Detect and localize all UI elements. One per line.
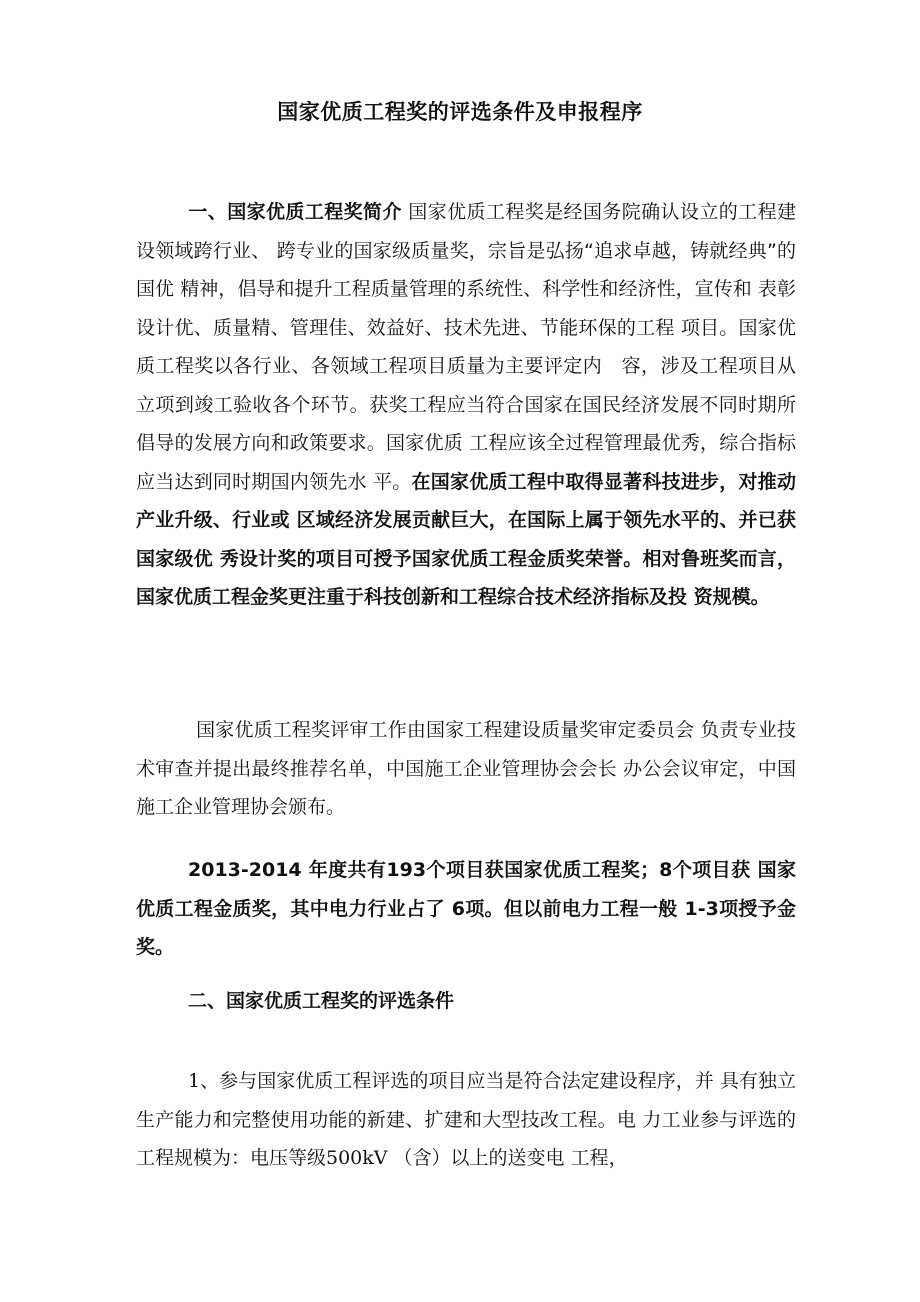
award-statistics-text: 2013-2014 年度共有193个项目获国家优质工程奖；8个项目获 国家优质工程金质奖，其中电力行业占了 6项。但以前电力工程一般 1-3项授予金奖。 bbox=[136, 859, 796, 958]
review-process-text: 国家优质工程奖评审工作由国家工程建设质量奖审定委员会 负责专业技术审查并提出最终推荐名单，中国施工企业管理协会会长 办公会议审定，中国施工企业管理协会颁布。 bbox=[136, 719, 796, 818]
section2-heading: 二、国家优质工程奖的评选条件 bbox=[188, 990, 455, 1012]
award-statistics-paragraph bbox=[136, 851, 796, 967]
section1-gold-award-text: 在国家优质工程中取得显著科技进步，对推动产业升级、行业或 区域经济发展贡献巨大，在国际上属于领先水平的、并已获国家级优 秀设计奖的项目可授予国家优质工程金质奖荣誉。相对鲁班奖而言， 国家优质工程金奖更注重于科技创新和工程综合技术经济指标及投 资规模。 bbox=[136, 470, 796, 608]
section1-heading: 一、国家优质工程奖简介 bbox=[188, 201, 402, 223]
criteria-item-1 bbox=[136, 1062, 796, 1178]
document-title: 国家优质工程奖的评选条件及申报程序 bbox=[277, 100, 643, 124]
review-process-paragraph bbox=[136, 711, 796, 827]
criteria-item-1-text: 1、参与国家优质工程评选的项目应当是符合法定建设程序，并 具有独立生产能力和完整使用功能的新建、扩建和大型技改工程。电 力工业参与评选的工程规模为：电压等级500kV （含）以上的送变电 工程， bbox=[136, 1070, 796, 1169]
section1-paragraph bbox=[136, 193, 796, 617]
section1-intro-text: 国家优质工程奖是经国务院确认设立的工程建设领域跨行业、 跨专业的国家级质量奖，宗旨是弘扬“追求卓越，铸就经典”的国优 精神，倡导和提升工程质量管理的系统性、科学性和经济性，宣传和 表彰设计优、质量精、管理佳、效益好、技术先进、节能环保的工程 项目。国家优质工程奖以各行业、各领域工程项目质量为主要评定内 容，涉及工程项目从立项到竣工验收各个环节。获奖工程应当符合国家在国民经济发展不同时期所倡导的发展方向和政策要求。国家优质 工程应该全过程管理最优秀，综合指标应当达到同时期国内领先水 平。 bbox=[136, 201, 796, 493]
